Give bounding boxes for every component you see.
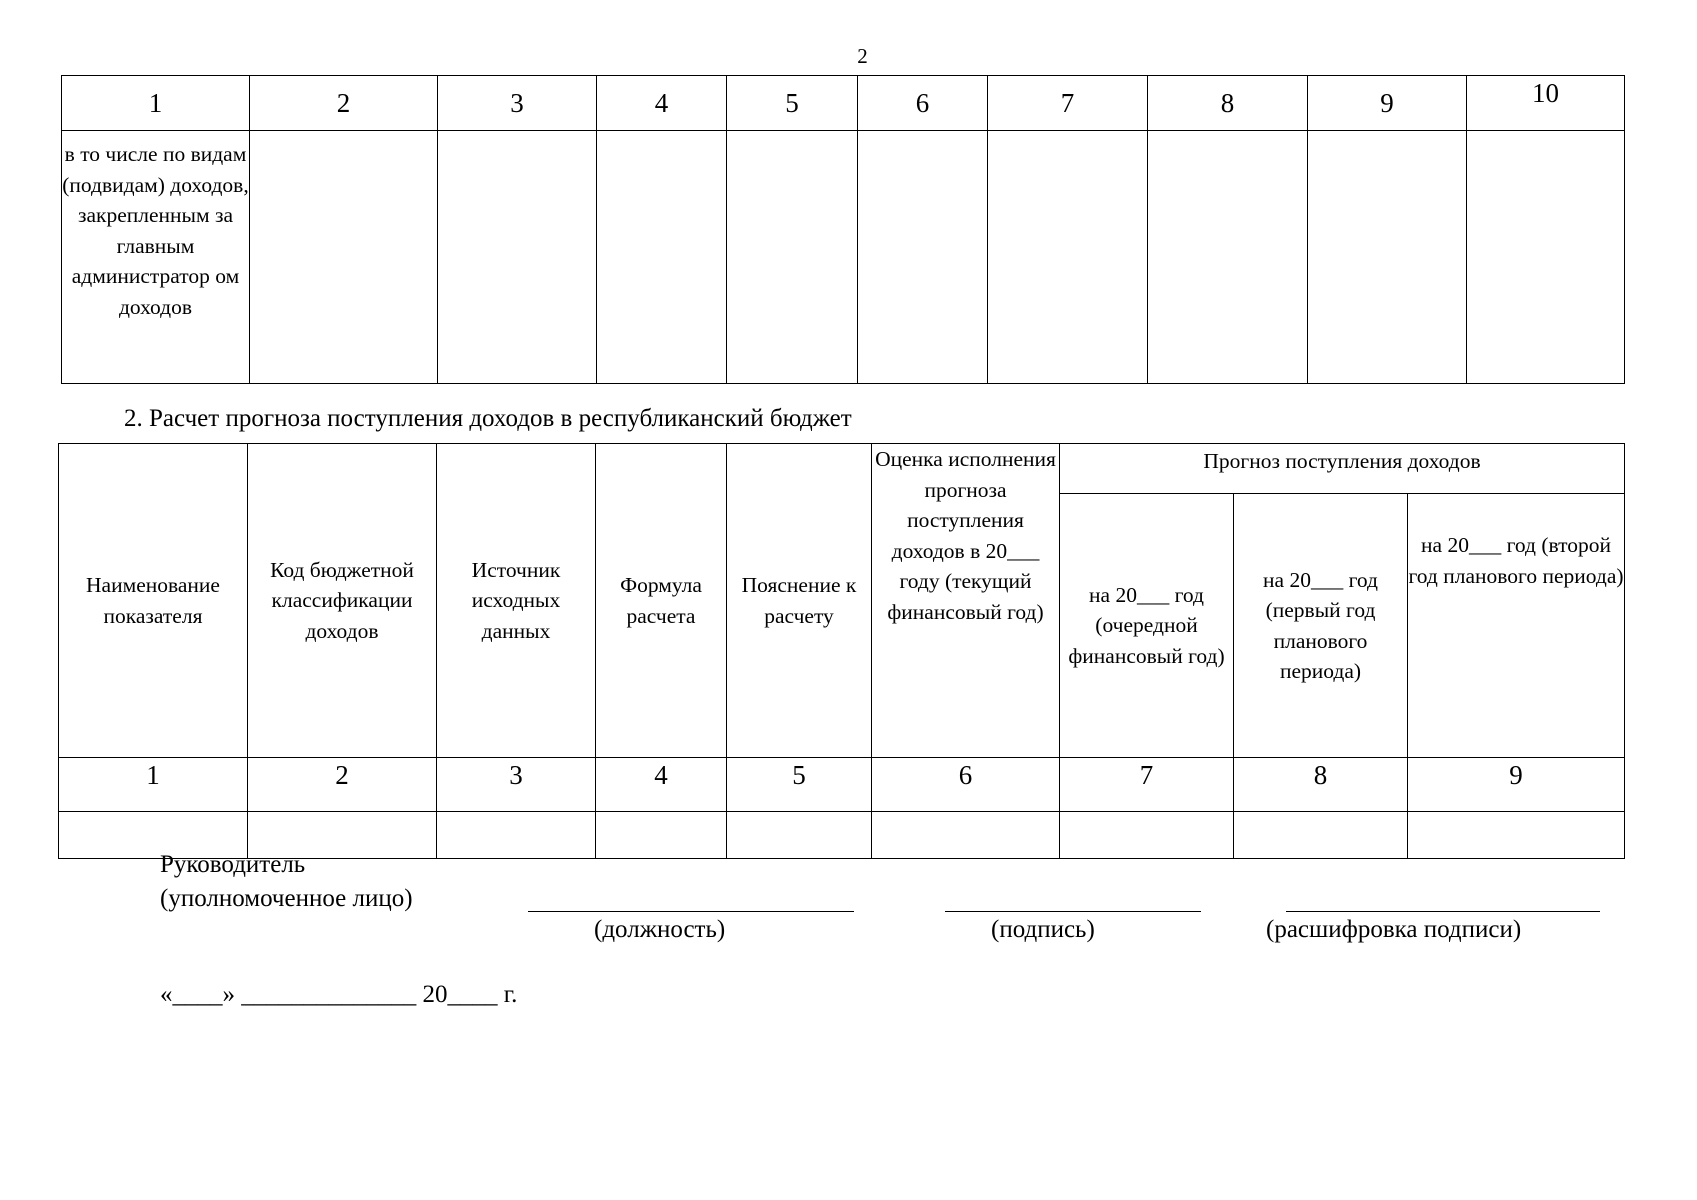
column-number-row (59, 758, 1625, 812)
page-number: 2 (857, 44, 868, 68)
table-cell (597, 131, 727, 384)
header-cell: на 20___ год (первый год планового периода) (1234, 494, 1408, 758)
column-number: 9 (1308, 76, 1467, 131)
signature-decoding-caption: (расшифровка подписи) (1266, 916, 1522, 943)
column-number: 6 (872, 758, 1060, 812)
signature-line (945, 911, 1201, 912)
header-cell: Наименование показателя (59, 444, 248, 758)
table-cell (872, 812, 1060, 859)
head-title: Руководитель (160, 851, 306, 878)
table-cell (438, 131, 597, 384)
date-line: «____» ______________ 20____ г. (160, 981, 518, 1008)
table-cell (858, 131, 988, 384)
table-cell (1467, 131, 1625, 384)
column-number: 5 (727, 758, 872, 812)
table-cell (727, 812, 872, 859)
column-number: 8 (1234, 758, 1408, 812)
column-number: 1 (59, 758, 248, 812)
income-table-continuation (61, 75, 1625, 384)
revenue-forecast-table (58, 443, 1625, 859)
column-number: 2 (248, 758, 437, 812)
table-row (62, 131, 1625, 384)
header-cell: Пояснение к расчету (727, 444, 872, 758)
table-cell (1148, 131, 1308, 384)
position-line (528, 911, 854, 912)
column-number: 9 (1408, 758, 1625, 812)
position-caption: (должность) (594, 916, 726, 943)
header-group-cell: Прогноз поступления доходов (1060, 444, 1625, 494)
table-cell (1234, 812, 1408, 859)
column-number: 3 (438, 76, 597, 131)
column-number: 6 (858, 76, 988, 131)
section-title: 2. Расчет прогноза поступления доходов в республиканский бюджет (124, 405, 852, 432)
column-number-row (62, 76, 1625, 131)
header-cell: на 20___ год (второй год планового периода) (1408, 494, 1625, 758)
table-cell (1060, 812, 1234, 859)
column-number: 3 (437, 758, 596, 812)
column-number: 4 (597, 76, 727, 131)
column-number: 10 (1467, 76, 1625, 131)
column-number: 7 (1060, 758, 1234, 812)
table-cell (250, 131, 438, 384)
column-number: 2 (250, 76, 438, 131)
column-number: 8 (1148, 76, 1308, 131)
column-number: 1 (62, 76, 250, 131)
header-cell: Код бюджетной классификации доходов (248, 444, 437, 758)
table-cell (1308, 131, 1467, 384)
signature-caption: (подпись) (991, 916, 1095, 943)
column-number: 4 (596, 758, 727, 812)
header-cell: Источник исходных данных (437, 444, 596, 758)
row-label: в то числе по видам (подвидам) доходов, закрепленным за главным администратор ом доходов (62, 131, 250, 384)
header-cell: Оценка исполнения прогноза поступления доходов в 20___ году (текущий финансовый год) (872, 444, 1060, 758)
table-cell (437, 812, 596, 859)
table-cell (988, 131, 1148, 384)
table-cell (727, 131, 858, 384)
column-number: 5 (727, 76, 858, 131)
table-cell (1408, 812, 1625, 859)
header-cell: на 20___ год (очередной финансовый год) (1060, 494, 1234, 758)
column-number: 7 (988, 76, 1148, 131)
header-row (59, 444, 1625, 494)
authorized-person-label: (уполномоченное лицо) (160, 885, 413, 912)
signature-decoding-line (1286, 911, 1600, 912)
header-cell: Формула расчета (596, 444, 727, 758)
table-cell (596, 812, 727, 859)
